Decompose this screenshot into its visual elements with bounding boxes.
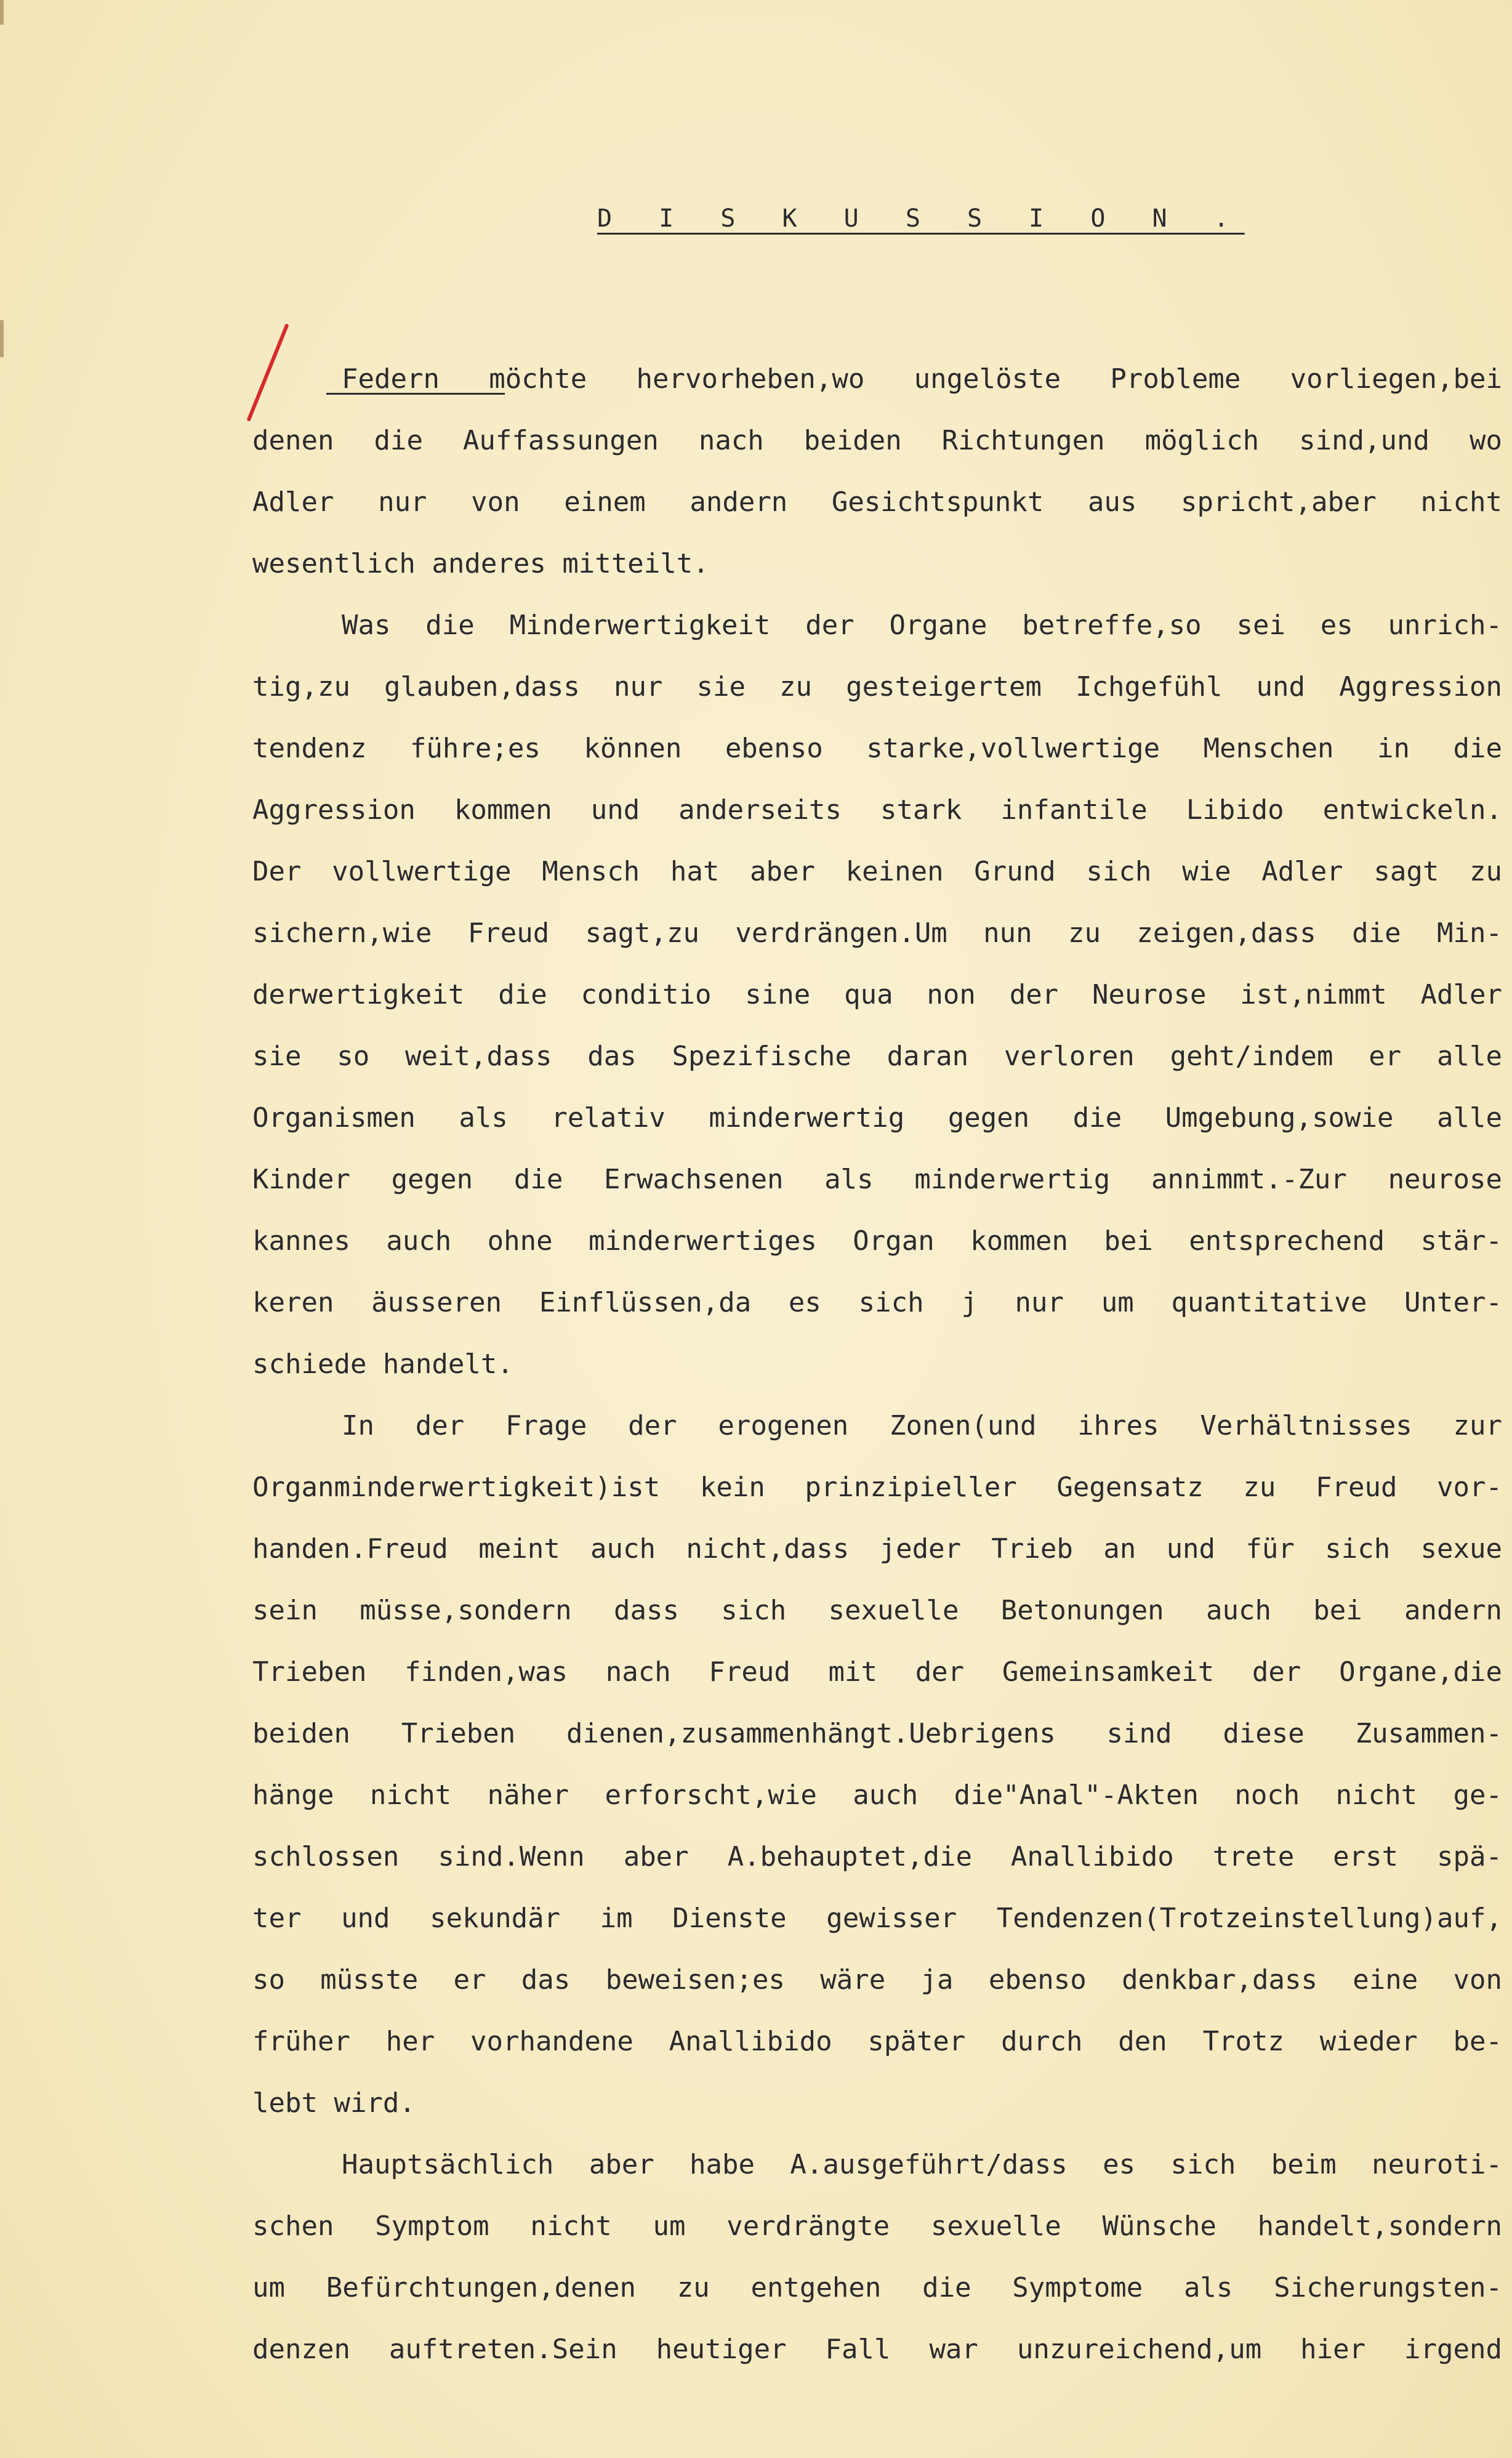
text-line: tig,zu glauben,dass nur sie zu gesteigertem Ichgefühl und Aggression bbox=[252, 671, 1502, 703]
text-line: Adler nur von einem andern Gesichtspunkt aus spricht,aber nicht bbox=[252, 486, 1502, 518]
text-line: Federn möchte hervorheben,wo ungelöste Probleme vorliegen,bei bbox=[342, 363, 1502, 395]
text-line: sein müsse,sondern dass sich sexuelle Betonungen auch bei andern bbox=[252, 1595, 1502, 1626]
text-line: so müsste er das beweisen;es wäre ja ebenso denkbar,dass eine von bbox=[252, 1964, 1502, 1996]
edge-mark bbox=[0, 320, 4, 357]
text-line: ter und sekundär im Dienste gewisser Tendenzen(Trotzeinstellung)auf, bbox=[252, 1903, 1502, 1934]
text-line: In der Frage der erogenen Zonen(und ihres Verhältnisses zur bbox=[342, 1410, 1502, 1441]
edge-mark bbox=[0, 0, 4, 25]
text-line: keren äusseren Einflüssen,da es sich j nur um quantitative Unter- bbox=[252, 1287, 1502, 1318]
text-line: Organminderwertigkeit)ist kein prinzipieller Gegensatz zu Freud vor- bbox=[252, 1472, 1502, 1503]
text-line: Trieben finden,was nach Freud mit der Gemeinsamkeit der Organe,die bbox=[252, 1656, 1502, 1688]
text-line: Der vollwertige Mensch hat aber keinen Grund sich wie Adler sagt zu bbox=[252, 856, 1502, 887]
text-line: Hauptsächlich aber habe A.ausgeführt/dass es sich beim neuroti- bbox=[342, 2149, 1502, 2180]
text-line: Was die Minderwertigkeit der Organe betreffe,so sei es unrich- bbox=[342, 610, 1502, 641]
text-line: Organismen als relativ minderwertig gegen die Umgebung,sowie alle bbox=[252, 1102, 1502, 1134]
text-line: handen.Freud meint auch nicht,dass jeder Trieb an und für sich sexue bbox=[252, 1533, 1502, 1565]
text-line: beiden Trieben dienen,zusammenhängt.Uebrigens sind diese Zusammen- bbox=[252, 1718, 1502, 1749]
page-heading: D I S K U S S I O N . bbox=[597, 204, 1245, 233]
text-line: lebt wird. bbox=[252, 2087, 416, 2119]
text-line: denzen auftreten.Sein heutiger Fall war unzureichend,um hier irgend bbox=[252, 2334, 1502, 2365]
text-line: kannes auch ohne minderwertiges Organ kommen bei entsprechend stär- bbox=[252, 1225, 1502, 1257]
text-line: um Befürchtungen,denen zu entgehen die Symptome als Sicherungsten- bbox=[252, 2272, 1502, 2303]
text-line: schen Symptom nicht um verdrängte sexuelle Wünsche handelt,sondern bbox=[252, 2210, 1502, 2242]
text-line: sichern,wie Freud sagt,zu verdrängen.Um nun zu zeigen,dass die Min- bbox=[252, 917, 1502, 949]
text-line: denen die Auffassungen nach beiden Richtungen möglich sind,und wo bbox=[252, 425, 1502, 456]
text-line: früher her vorhandene Anallibido später durch den Trotz wieder be- bbox=[252, 2026, 1502, 2057]
text-line: Kinder gegen die Erwachsenen als minderwertig annimmt.-Zur neurose bbox=[252, 1164, 1502, 1195]
text-line: derwertigkeit die conditio sine qua non der Neurose ist,nimmt Adler bbox=[252, 979, 1502, 1010]
text-line: schlossen sind.Wenn aber A.behauptet,die Anallibido trete erst spä- bbox=[252, 1841, 1502, 1872]
text-line: hänge nicht näher erforscht,wie auch die"Anal"-Akten noch nicht ge- bbox=[252, 1779, 1502, 1811]
text-line: wesentlich anderes mitteilt. bbox=[252, 548, 709, 579]
text-line: schiede handelt. bbox=[252, 1348, 513, 1380]
text-line: sie so weit,dass das Spezifische daran verloren geht/indem er alle bbox=[252, 1041, 1502, 1072]
text-line: Aggression kommen und anderseits stark infantile Libido entwickeln. bbox=[252, 794, 1502, 826]
text-line: tendenz führe;es können ebenso starke,vollwertige Menschen in die bbox=[252, 733, 1502, 764]
